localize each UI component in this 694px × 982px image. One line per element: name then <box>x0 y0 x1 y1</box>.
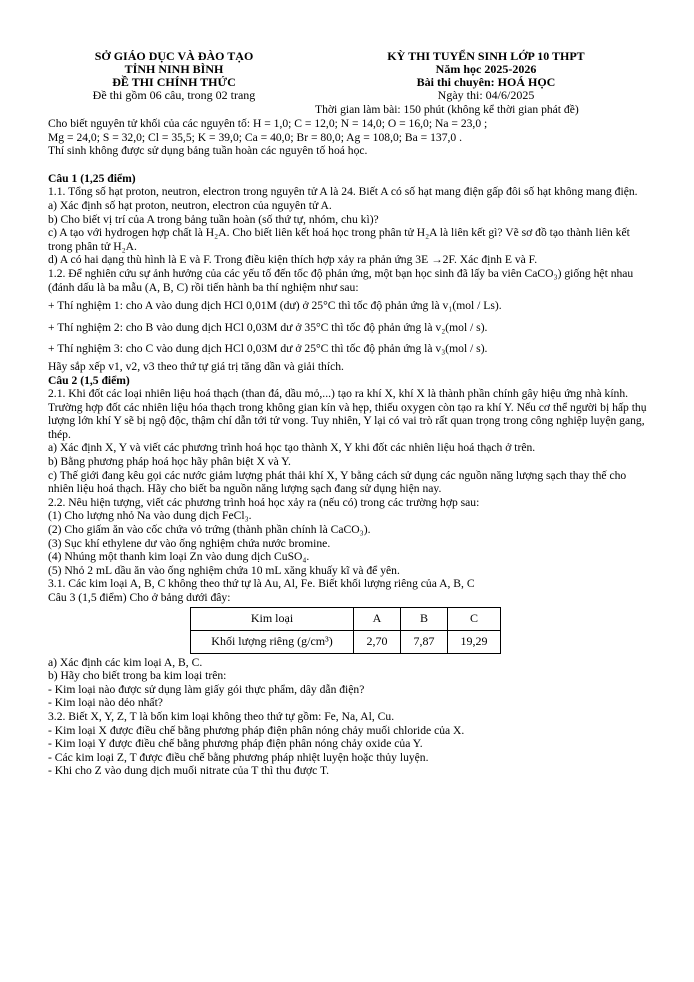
header-right <box>336 50 636 102</box>
q3-line: - Khi cho Z vào dung dịch muối nitrate của T thì thu được T. <box>48 764 330 778</box>
question-3-title: Câu 3 (1,5 điểm) Cho ở bảng dưới đây: <box>48 591 231 604</box>
q2-line: c) Thế giới đang kêu gọi các nước giảm lượng phát thải khí X, Y bằng cách sử dụng các nguồn năng lượng sạch thay thế cho nhiên liệu hoá thạch. Hãy cho biết ba nguồn năng lượng sạch đang sử dụng hiện nay. <box>48 468 627 496</box>
exam-duration: Thời gian làm bài: 150 phút (không kể thời gian phát đề) <box>315 103 579 116</box>
department-name: SỞ GIÁO DỤC VÀ ĐÀO TẠO <box>94 49 254 63</box>
school-year: Năm học 2025-2026 <box>435 62 537 76</box>
table-header-cell: B <box>401 607 448 630</box>
q3-line: b) Hãy cho biết trong ba kim loại trên: <box>48 669 227 683</box>
q1-line: d) A có hai dạng thù hình là E và F. Trong điều kiện thích hợp xảy ra phản ứng 3E →2F. Xác định E và F. <box>48 253 538 267</box>
q3-line: - Các kim loại Z, T được điều chế bằng phương pháp nhiệt luyện hoặc thủy luyện. <box>48 750 429 764</box>
q1-line: 1.2. Để nghiên cứu sự ảnh hưởng của các yếu tố đến tốc độ phản ứng, một bạn học sinh đã lấy ba viên CaCO₃) giống hệt nhau (đánh dấu là ba mẫu (A, B, C) rồi tiến hành ba thí nghiệm như sau: <box>48 266 634 294</box>
question-2-title: Câu 2 (1,5 điểm) <box>48 373 130 387</box>
exam-date: Ngày thi: 04/6/2025 <box>437 88 535 102</box>
atomic-mass-line-1: Cho biết nguyên tử khối của các nguyên tố: H = 1,0; C = 12,0; N = 14,0; O = 16,0; Na = 23,0 ; <box>48 117 488 130</box>
q1-line: + Thí nghiệm 2: cho B vào dung dịch HCl 0,03M dư ở 35°C thì tốc độ phản ứng là v₂(mol / s). <box>48 320 488 334</box>
q2-line: b) Bằng phương pháp hoá học hãy phân biệt X và Y. <box>48 455 291 469</box>
q1-line: c) A tạo với hydrogen hợp chất là H₂A. Cho biết liên kết hoá học trong phân tử H₂A là liên kết gì? Vẽ sơ đồ tạo thành liên kết trong phân tử H₂A. <box>48 226 630 253</box>
table-header-cell: C <box>448 607 501 630</box>
q2-line: 3.1. Các kim loại A, B, C không theo thứ tự là Au, Al, Fe. Biết khối lượng riêng của A, B, C <box>48 577 475 591</box>
q1-line: + Thí nghiệm 3: cho C vào dung dịch HCl 0,03M dư ở 25°C thì tốc độ phản ứng là v₃(mol / s). <box>48 342 488 356</box>
subject-title: Bài thi chuyên: HOÁ HỌC <box>416 75 556 89</box>
q2-line: (3) Sục khí ethylene dư vào ống nghiệm chứa nước bromine. <box>48 536 331 550</box>
table-cell: 19,29 <box>448 630 501 653</box>
table-cell: 2,70 <box>354 630 401 653</box>
table-header-row <box>191 607 501 630</box>
table-cell-label: Khối lượng riêng (g/cm³) <box>191 630 354 653</box>
q2-line: (5) Nhỏ 2 mL dầu ăn vào ống nghiệm chứa 10 mL xăng khuấy kĩ và để yên. <box>48 563 400 577</box>
density-table <box>190 607 501 654</box>
official-exam-label: ĐỀ THI CHÍNH THỨC <box>112 75 236 89</box>
table-header-cell: Kim loại <box>191 607 354 630</box>
q3-line: a) Xác định các kim loại A, B, C. <box>48 655 203 669</box>
q3-line: - Kim loại Y được điều chế bằng phương pháp điện phân nóng chảy oxide của Y. <box>48 737 423 751</box>
periodic-table-note: Thí sinh không được sử dụng bảng tuần hoàn các nguyên tố hoá học. <box>48 144 368 158</box>
q2-line: 2.1. Khi đốt các loại nhiên liệu hoá thạch (than đá, dầu mỏ,...) tạo ra khí X, khí X là thành phần chính gây hiệu ứng nhà kính. Trường hợp đốt các nhiên liệu hóa thạch trong không gian kín và hẹp, thiếu oxygen còn tạo ra khí Y. Nếu cơ thể người bị hấp thụ lượng lớn khí Y sẽ bị ngộ độc, thậm chí dẫn tới tử vong. Tuy nhiên, Y lại có vai trò rất quan trọng trong công nghiệp luyện gang, thép. <box>48 387 647 441</box>
page-count-note: Đề thi gồm 06 câu, trong 02 trang <box>92 88 256 102</box>
q2-line: (4) Nhúng một thanh kim loại Zn vào dung dịch CuSO₄. <box>48 550 310 564</box>
table-row <box>191 630 501 653</box>
exam-body <box>48 117 654 778</box>
exam-title: KỲ THI TUYỂN SINH LỚP 10 THPT <box>387 49 585 63</box>
q2-line: (2) Cho giấm ăn vào cốc chứa vỏ trứng (thành phần chính là CaCO₃). <box>48 523 371 537</box>
atomic-mass-line-2: Mg = 24,0; S = 32,0; Cl = 35,5; K = 39,0; Ca = 40,0; Br = 80,0; Ag = 108,0; Ba = 137,0 . <box>48 130 462 144</box>
q1-line: + Thí nghiệm 1: cho A vào dung dịch HCl 0,01M (dư) ở 25°C thì tốc độ phản ứng là v₁(mol / Ls). <box>48 299 502 313</box>
table-cell: 7,87 <box>401 630 448 653</box>
q2-line: a) Xác định X, Y và viết các phương trình hoá học tạo thành X, Y khi đốt các nhiên liệu hoá thạch ở trên. <box>48 441 536 455</box>
q3-line: - Kim loại nào dẻo nhất? <box>48 696 163 710</box>
table-header-cell: A <box>354 607 401 630</box>
header-left <box>48 50 300 102</box>
q1-line: b) Cho biết vị trí của A trong bảng tuần hoàn (số thứ tự, nhóm, chu kì)? <box>48 212 379 226</box>
question-1-title: Câu 1 (1,25 điểm) <box>48 171 136 185</box>
q1-line: Hãy sắp xếp v1, v2, v3 theo thứ tự giá trị tăng dần và giải thích. <box>48 359 344 373</box>
q2-line: (1) Cho lượng nhỏ Na vào dung dịch FeCl₃. <box>48 509 252 523</box>
province-name: TỈNH NINH BÌNH <box>124 62 224 76</box>
q1-line: a) Xác định số hạt proton, neutron, electron của nguyên tử A. <box>48 198 332 212</box>
q3-line: 3.2. Biết X, Y, Z, T là bốn kim loại không theo thứ tự gồm: Fe, Na, Al, Cu. <box>48 709 395 723</box>
q2-line: 2.2. Nêu hiện tượng, viết các phương trình hoá học xảy ra (nếu có) trong các trường hợp sau: <box>48 495 480 509</box>
q3-line: - Kim loại X được điều chế bằng phương pháp điện phân nóng chảy muối chloride của X. <box>48 723 465 737</box>
q3-line: - Kim loại nào được sử dụng làm giấy gói thực phẩm, dây dẫn điện? <box>48 682 365 696</box>
q1-line: 1.1. Tổng số hạt proton, neutron, electron trong nguyên tử A là 24. Biết A có số hạt mang điện gấp đôi số hạt không mang điện. <box>48 185 638 199</box>
